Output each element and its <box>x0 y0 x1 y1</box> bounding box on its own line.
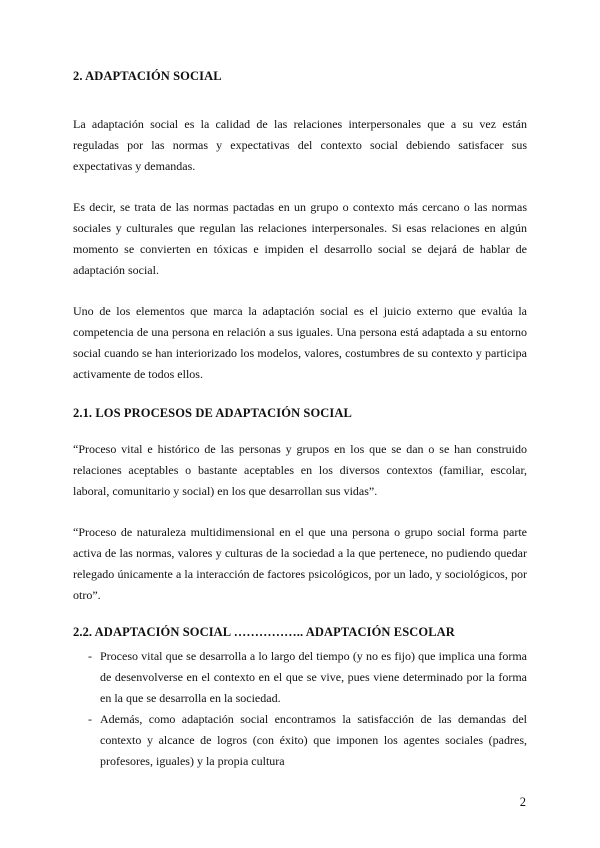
dash-bullet-marker: - <box>88 712 92 726</box>
list-item <box>73 646 527 709</box>
list-item <box>73 709 527 772</box>
section-2-1-quote-1: “Proceso vital e histórico de las personas y grupos en los que se dan o se han construido relaciones aceptables o bastante aceptables en los diversos contextos (familiar, escolar, laboral, comunitario y social) en los que desarrollan sus vidas”. <box>73 442 527 498</box>
section-2-heading: 2. ADAPTACIÓN SOCIAL <box>73 69 222 83</box>
section-2-1-heading: 2.1. LOS PROCESOS DE ADAPTACIÓN SOCIAL <box>73 406 352 420</box>
section-2-2-heading: 2.2. ADAPTACIÓN SOCIAL …………….. ADAPTACIÓN ESCOLAR <box>73 625 455 639</box>
section-2-1-quote-2: “Proceso de naturaleza multidimensional en el que una persona o grupo social forma parte activa de las normas, valores y culturas de la sociedad a la que pertenece, no pudiendo quedar relegado únicamente a la interacción de factores psicológicos, por un lado, y sociológicos, por otro”. <box>73 525 527 602</box>
section-2-paragraph-2: Es decir, se trata de las normas pactadas en un grupo o contexto más cercano o las normas sociales y culturales que regulan las relaciones interpersonales. Si esas relaciones en algún momento se convierten en tóxicas e impiden el desarrollo social se dejará de hablar de adaptación social. <box>73 200 527 277</box>
list-item-text: Proceso vital que se desarrolla a lo largo del tiempo (y no es fijo) que implica una forma de desenvolverse en el contexto en el que se vive, pues viene determinado por la forma en la que se desarrolla en la sociedad. <box>100 649 527 705</box>
list-item-text: Además, como adaptación social encontramos la satisfacción de las demandas del contexto y alcance de logros (con éxito) que imponen los agentes sociales (padres, profesores, iguales) y la propia cultura <box>100 712 527 768</box>
page-content <box>73 66 527 772</box>
page-number: 2 <box>519 795 526 809</box>
section-2-2-bullet-list <box>73 646 527 772</box>
section-2-paragraph-1: La adaptación social es la calidad de las relaciones interpersonales que a su vez están reguladas por las normas y expectativas del contexto social debiendo satisfacer sus expectativas y demandas. <box>73 117 527 173</box>
section-2-paragraph-3: Uno de los elementos que marca la adaptación social es el juicio externo que evalúa la competencia de una persona en relación a sus iguales. Una persona está adaptada a su entorno social cuando se han interiorizado los modelos, valores, costumbres de su contexto y participa activamente de todos ellos. <box>73 304 527 381</box>
dash-bullet-marker: - <box>88 649 92 663</box>
